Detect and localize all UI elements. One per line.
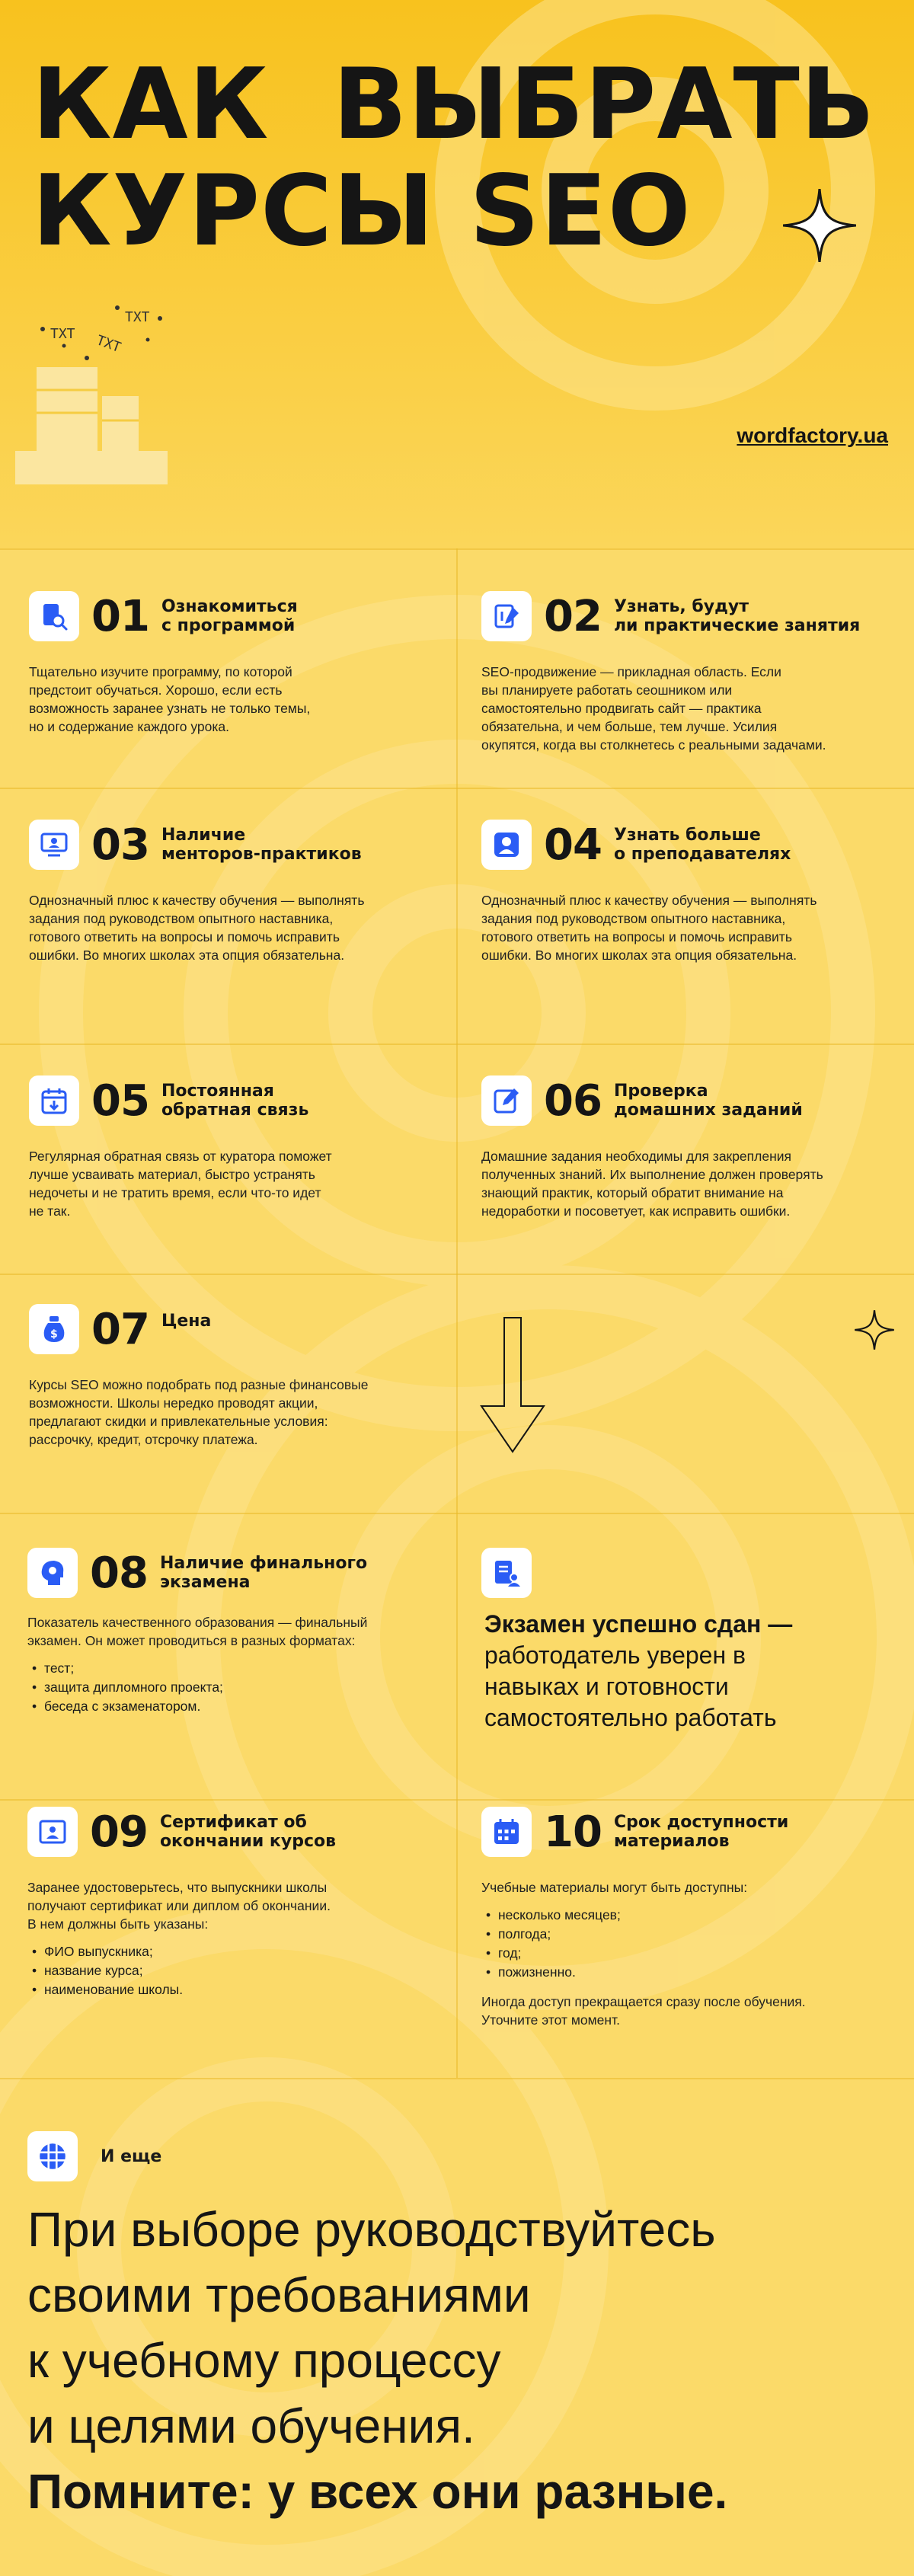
step-card-02 — [481, 591, 908, 754]
step-description: SEO-продвижение — прикладная область. Если вы планируете работать сеошником или самостоятельно продвигать сайт — практика обязательна, и чем больше, тем лучше. Усилия окупятся, когда вы столкнетесь с реальными задачами. — [481, 664, 826, 753]
exam-statement: Экзамен успешно сдан — работодатель уверен в навыках и готовности самостоятельно работать — [484, 1610, 793, 1731]
book-pen-icon — [481, 591, 532, 641]
txt-label: TXT — [125, 309, 150, 325]
step-card-07 — [29, 1304, 455, 1449]
globe-grid-icon — [27, 2131, 78, 2181]
money-bag-icon — [29, 1304, 79, 1354]
step-list — [481, 1906, 908, 1982]
list-item: • полгода; — [481, 1925, 908, 1944]
step-title: Проверка домашних заданий — [613, 1082, 803, 1120]
step-description: Показатель качественного образования — финальный экзамен. Он может проводиться в разных форматах: — [27, 1615, 368, 1648]
step-title: Наличие финального экзамена — [159, 1554, 368, 1592]
step-description: Курсы SEO можно подобрать под разные финансовые возможности. Школы нередко проводят акции, предлагают скидки и привлекательные условия: рассрочку, кредит, отсрочку платежа. — [29, 1377, 369, 1447]
step-card-10 — [481, 1807, 908, 2029]
txt-label: TXT — [50, 326, 75, 342]
step-description: Тщательно изучите программу, по которой предстоит обучаться. Хорошо, если есть возможность заранее узнать не только темы, но и содержание каждого урока. — [29, 664, 311, 734]
step-number: 05 — [91, 1075, 149, 1126]
step-card-03 — [29, 820, 455, 964]
brand-link[interactable]: wordfactory.ua — [737, 423, 888, 447]
edit-square-icon — [481, 1075, 532, 1126]
list-item: • беседа с экзаменатором. — [27, 1697, 454, 1716]
step-title: Узнать, будут ли практические занятия — [613, 597, 861, 635]
step-number: 06 — [544, 1075, 602, 1126]
step-list — [27, 1659, 454, 1716]
step-title: Сертификат об окончании курсов — [159, 1813, 337, 1851]
calendar-download-icon — [29, 1075, 79, 1126]
list-item: • ФИО выпускника; — [27, 1942, 454, 1961]
closing-emphasis: Помните: у всех они разные. — [27, 2464, 728, 2519]
step-number: 08 — [90, 1548, 148, 1598]
step-number: 01 — [91, 591, 149, 641]
step-description: Регулярная обратная связь от куратора поможет лучше усваивать материал, быстро устранять недочеты и не тратить время, если что-то идет не так. — [29, 1149, 332, 1219]
step-card-01 — [29, 591, 455, 736]
step-title: Наличие менторов-практиков — [161, 826, 362, 864]
arrow-down-icon — [478, 1316, 547, 1453]
step-number: 02 — [544, 591, 602, 641]
svg-text:$: $ — [50, 1328, 58, 1341]
step-card-06 — [481, 1075, 908, 1220]
calendar-grid-icon — [481, 1807, 532, 1857]
step-list — [27, 1942, 454, 1999]
list-item: • год; — [481, 1944, 908, 1963]
certificate-icon — [27, 1807, 78, 1857]
head-exam-icon — [27, 1548, 78, 1598]
step-description: Однозначный плюс к качеству обучения — выполнять задания под руководством опытного наставника, готового ответить на вопросы и помочь исправить ошибки. Во многих школах эта опция обязательна. — [29, 893, 365, 963]
list-item: • наименование школы. — [27, 1980, 454, 1999]
step-card-04 — [481, 820, 908, 964]
step-title: Узнать больше о преподавателях — [613, 826, 791, 864]
outro-header — [27, 2131, 161, 2181]
step-description: Заранее удостоверьтесь, что выпускники школы получают сертификат или диплом об окончании. В нем должны быть указаны: — [27, 1880, 331, 1932]
step-number: 04 — [544, 820, 602, 870]
step-number: 03 — [91, 820, 149, 870]
txt-label: TXT — [94, 332, 123, 356]
list-item: • защита дипломного проекта; — [27, 1678, 454, 1697]
server-illustration-icon — [11, 299, 171, 489]
step-title: Цена — [161, 1311, 212, 1331]
list-item: • несколько месяцев; — [481, 1906, 908, 1925]
step-note: Иногда доступ прекращается сразу после обучения. Уточните этот момент. — [481, 1994, 806, 2028]
header — [0, 0, 914, 548]
list-item: • название курса; — [27, 1961, 454, 1980]
sparkle-icon — [853, 1309, 896, 1351]
step-card-09 — [27, 1807, 454, 1999]
sparkle-icon — [780, 186, 859, 265]
search-document-icon — [29, 591, 79, 641]
page-title: КАК ВЫБРАТЬ КУРСЫ SEO — [32, 48, 876, 268]
step-card-08 — [27, 1548, 454, 1716]
step-description: Однозначный плюс к качеству обучения — выполнять задания под руководством опытного наставника, готового ответить на вопросы и помочь исправить ошибки. Во многих школах эта опция обязательна. — [481, 893, 817, 963]
step-title: Срок доступности материалов — [613, 1813, 789, 1851]
step-title: Постоянная обратная связь — [161, 1082, 309, 1120]
step-number: 09 — [90, 1807, 148, 1857]
step-description: Домашние задания необходимы для закрепления полученных знаний. Их выполнение должен проверять знающий практик, который обратит внимание на недоработки и посоветует, как исправить ошибки. — [481, 1149, 823, 1219]
mentor-screen-icon — [29, 820, 79, 870]
teacher-profile-icon — [481, 820, 532, 870]
step-card-05 — [29, 1075, 455, 1220]
list-item: • пожизненно. — [481, 1963, 908, 1982]
step-title: Ознакомиться с программой — [161, 597, 298, 635]
closing-text: При выборе руководствуйтесь своими требованиями к учебному процессу и целями обучения. Помните: у всех они разные. — [27, 2197, 727, 2524]
step-number: 10 — [544, 1807, 602, 1857]
step-description: Учебные материалы могут быть доступны: — [481, 1880, 748, 1895]
document-user-icon — [481, 1548, 532, 1598]
step-number: 07 — [91, 1304, 149, 1354]
list-item: • тест; — [27, 1659, 454, 1678]
outro-label: И еще — [101, 2146, 162, 2166]
